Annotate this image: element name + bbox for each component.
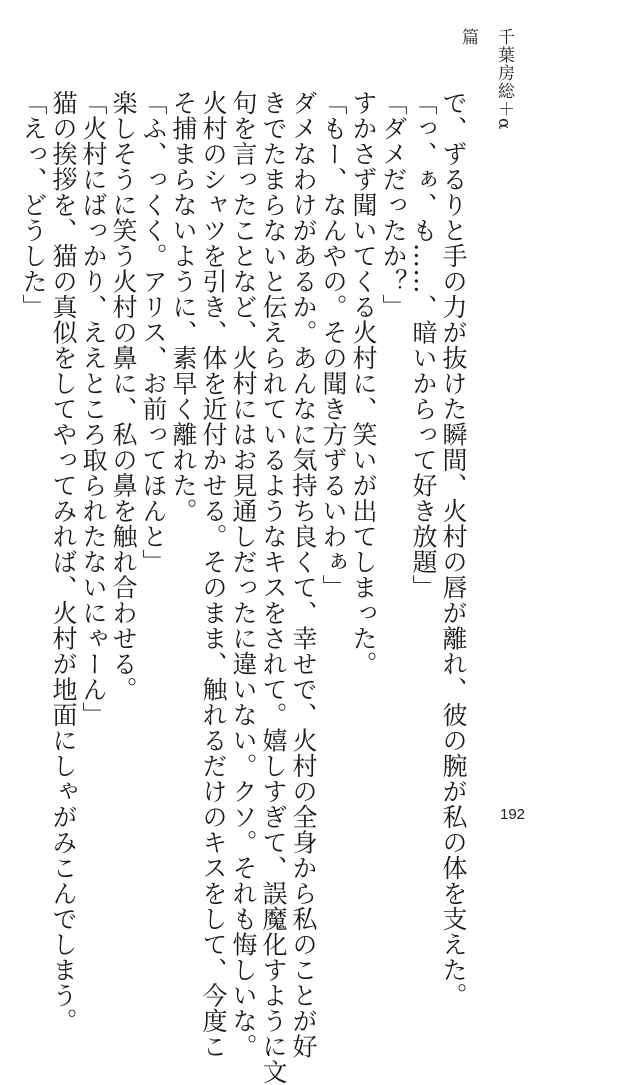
text-line: 「ふ、っくく。アリス、お前ってほんと」: [139, 90, 168, 575]
text-line: 「ダメだったか？」: [379, 90, 408, 320]
page-number: 192: [500, 806, 526, 823]
text-line: 猫の挨拶を、猫の真似をしてやってみれば、火村が地面にしゃがみこんでしまう。: [49, 90, 78, 1034]
text-line: 「っ、ぁ、も……、暗いからって好き放題」: [409, 90, 438, 600]
text-line: 「もー、なんやの。その聞き方ずるいわぁ」: [319, 90, 348, 600]
text-line: ダメなわけがあるか。あんなに気持ち良くて、幸せで、火村の全身から私のことが好: [289, 90, 318, 1059]
running-header: 千葉房総＋α篇: [458, 28, 514, 131]
text-line: 火村のシャツを引き、体を近付かせる。そのまま、触れるだけのキスをして、今度こ: [199, 90, 228, 1059]
text-line: 句を言ったことなど、火村にはお見通しだったに違いない。クソ。それも悔しいな。: [229, 90, 258, 1059]
text-line: すかさず聞いてくる火村に、笑いが出てしまった。: [349, 90, 378, 677]
body-text: [19, 90, 468, 1085]
text-line: で、ずるりと手の力が抜けた瞬間、火村の唇が離れ、彼の腕が私の体を支えた。: [439, 90, 468, 1008]
text-line: 楽しそうに笑う火村の鼻に、私の鼻を触れ合わせる。: [109, 90, 138, 702]
text-line: そ捕まらないように、素早く離れた。: [169, 90, 198, 524]
text-line: 「火村にばっかり、ええところ取られたないにゃーん」: [79, 90, 108, 728]
text-line: きでたまらないと伝えられているようなキスをされて。嬉しすぎて、誤魔化すように文: [259, 90, 288, 1085]
text-line: 「えっ、どうした」: [19, 90, 48, 320]
